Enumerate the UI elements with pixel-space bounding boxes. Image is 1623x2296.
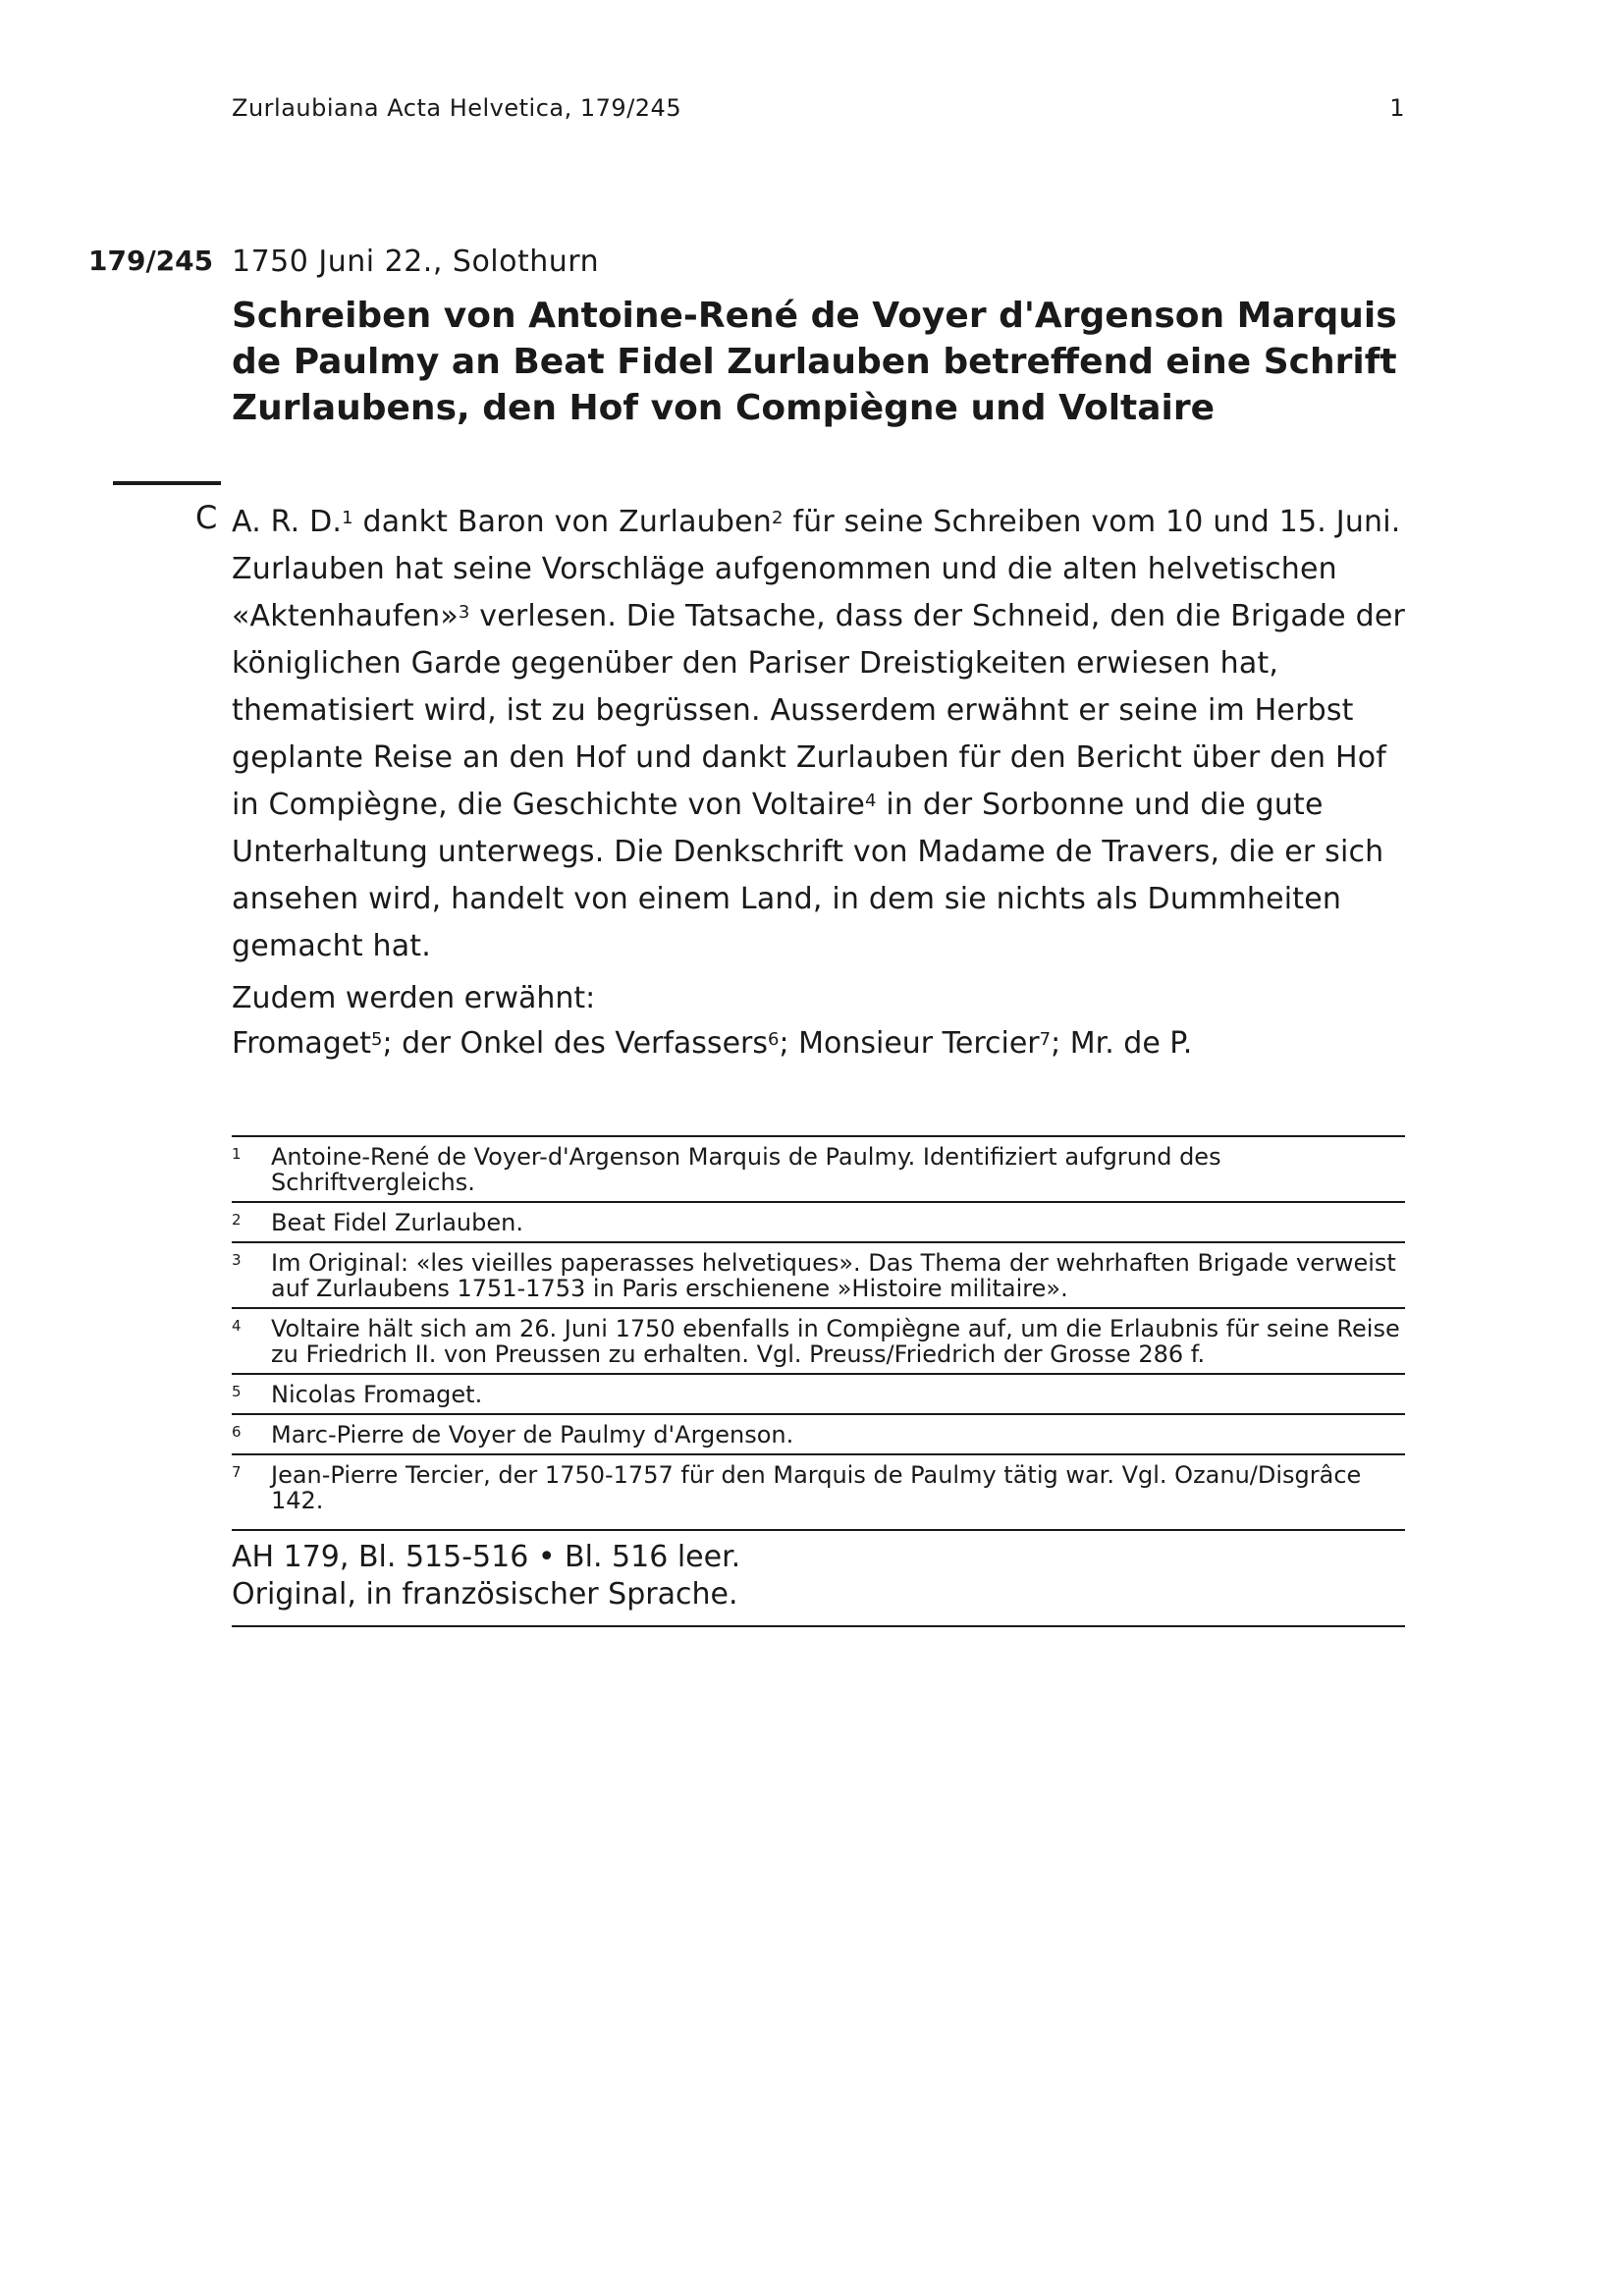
summary-text: A. R. D.: [232, 505, 343, 539]
document-title: Schreiben von Antoine-René de Voyer d'Argenson Marquis de Paulmy an Beat Fidel Zurlauben betreffend eine Schrift Zurlaubens, den Hof von Compiègne und Voltaire: [232, 296, 1397, 428]
footnote: [232, 1307, 1405, 1373]
footnote-text: Nicolas Fromaget.: [271, 1381, 483, 1408]
summary-text: verlesen. Die Tatsache, dass der Schneid, den die Brigade der königlichen Garde gegenüber den Pariser Dreistigkeiten erwiesen hat, thematisiert wird, ist zu begrüssen. Ausserdem erwähnt er seine im Herbst geplante Reise an den Hof und dankt Zurlauben für den Bericht über den Hof in Compiègne, die Geschichte von Voltaire: [232, 599, 1406, 822]
footnote-text: Beat Fidel Zurlauben.: [271, 1209, 523, 1236]
source-info: [232, 1529, 1405, 1627]
footnote: [232, 1413, 1405, 1453]
footnote-ref[interactable]: 2: [772, 508, 784, 528]
collection-title: Zurlaubiana Acta Helvetica, 179/245: [232, 94, 682, 122]
footnote-ref[interactable]: 6: [768, 1029, 780, 1050]
footnote: [232, 1373, 1405, 1413]
mention-text: Fromaget: [232, 1026, 371, 1061]
footnote-text: Im Original: «les vieilles paperasses helvetiques». Das Thema der wehrhaften Brigade verweist auf Zurlaubens 1751-1753 in Paris erschienene »Histoire militaire».: [271, 1249, 1396, 1302]
footnote-ref[interactable]: 5: [370, 1029, 383, 1050]
footnote-number: 7: [232, 1463, 242, 1481]
summary-text: für seine Schreiben vom 10 und 15. Juni. Zurlauben hat seine Vorschläge aufgenommen und die alten helvetischen «Aktenhaufen»: [232, 505, 1401, 633]
footnote-text: Antoine-René de Voyer-d'Argenson Marquis de Paulmy. Identifiziert aufgrund des Schriftvergleichs.: [271, 1143, 1221, 1196]
footnote: [232, 1453, 1405, 1519]
mention-text: ; der Onkel des Verfassers: [382, 1026, 768, 1061]
footnote-text: Jean-Pierre Tercier, der 1750-1757 für den Marquis de Paulmy tätig war. Vgl. Ozanu/Disgrâce 142.: [271, 1461, 1362, 1514]
footnote-text: Marc-Pierre de Voyer de Paulmy d'Argenson.: [271, 1421, 794, 1449]
footnote: [232, 1241, 1405, 1307]
mention-text: ; Monsieur Tercier: [779, 1026, 1040, 1061]
running-header: [232, 94, 1405, 122]
source-line: AH 179, Bl. 515-516 • Bl. 516 leer.: [232, 1540, 741, 1574]
mentions-block: [232, 976, 1410, 1066]
footnote-number: 2: [232, 1211, 242, 1229]
summary-text: in der Sorbonne und die gute Unterhaltung unterwegs. Die Denkschrift von Madame de Travers, die er sich ansehen wird, handelt von einem Land, in dem sie nichts als Dummheiten gemacht hat.: [232, 788, 1384, 963]
footnote-ref[interactable]: 4: [865, 791, 877, 811]
footnote-number: 5: [232, 1383, 242, 1400]
mentions-label: Zudem werden erwähnt:: [232, 981, 596, 1015]
footnote-number: 1: [232, 1145, 242, 1163]
footnote: [232, 1201, 1405, 1241]
document-number: 179/245: [88, 245, 214, 277]
document-date-place: 1750 Juni 22., Solothurn: [232, 245, 600, 279]
margin-rule: [113, 481, 221, 485]
footnote-text: Voltaire hält sich am 26. Juni 1750 ebenfalls in Compiègne auf, um die Erlaubnis für seine Reise zu Friedrich II. von Preussen zu erhalten. Vgl. Preuss/Friedrich der Grosse 286 f.: [271, 1315, 1400, 1368]
footnote-ref[interactable]: 3: [458, 602, 470, 623]
mentions-list: [232, 1021, 1410, 1066]
mention-text: ; Mr. de P.: [1051, 1026, 1193, 1061]
footnote: [232, 1135, 1405, 1201]
footnote-number: 3: [232, 1251, 242, 1269]
footnote-number: 4: [232, 1317, 242, 1335]
source-line: Original, in französischer Sprache.: [232, 1577, 738, 1612]
footnote-number: 6: [232, 1423, 242, 1441]
footnote-ref[interactable]: 7: [1039, 1029, 1052, 1050]
summary-paragraph: [232, 499, 1410, 970]
footnotes-section: [232, 1135, 1405, 1627]
page-number: 1: [1389, 94, 1405, 122]
footnote-ref[interactable]: 1: [342, 508, 353, 528]
summary-text: dankt Baron von Zurlauben: [352, 505, 773, 539]
document-type-letter: C: [195, 499, 218, 536]
